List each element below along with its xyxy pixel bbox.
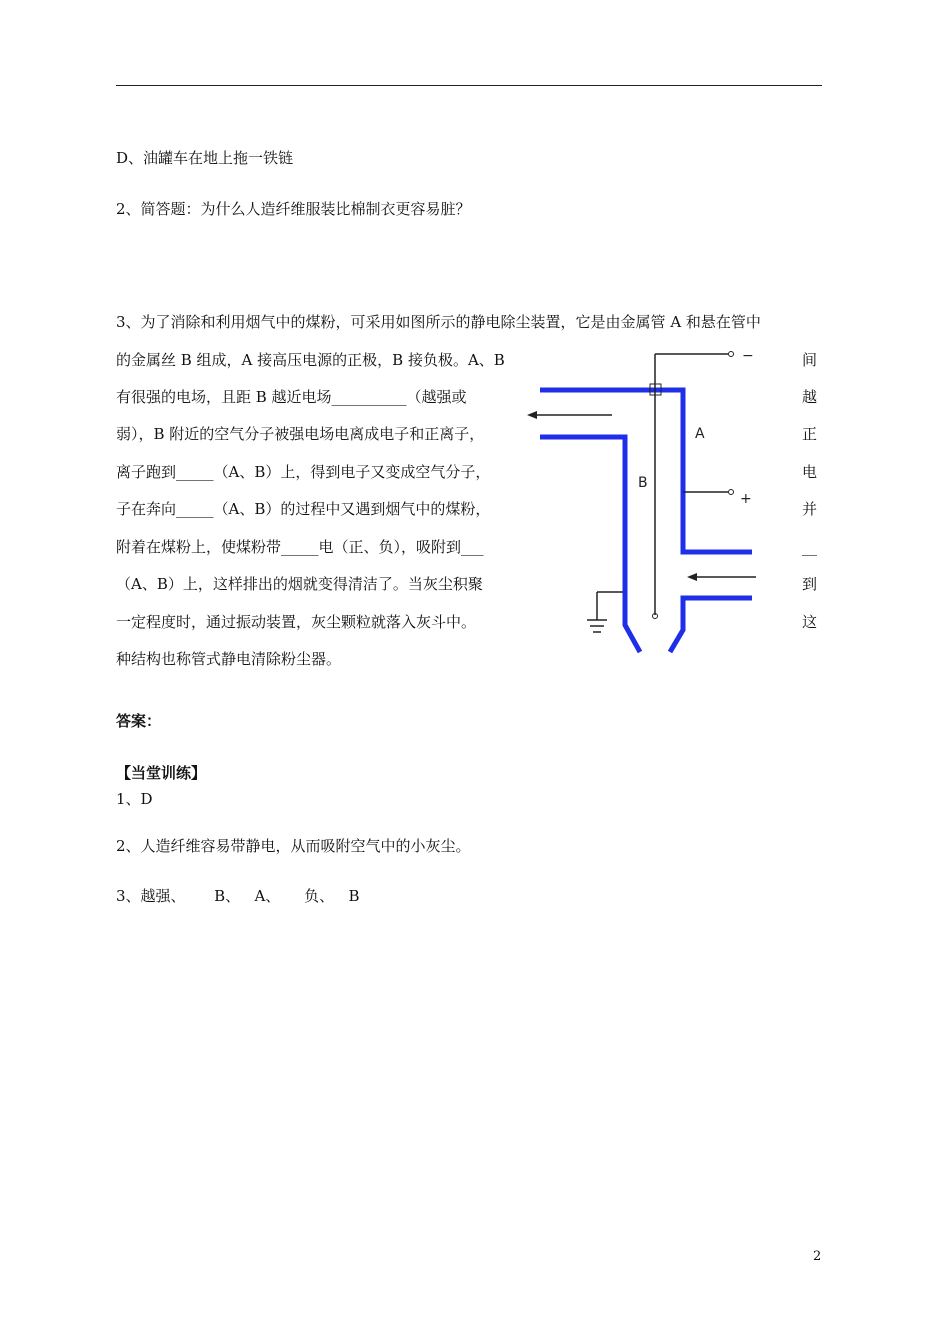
question-3-line-2: 的金属丝 B 组成，A 接高压电源的正极，B 接负极。A、B bbox=[116, 351, 505, 369]
wrap-char: 并 bbox=[802, 500, 818, 518]
page-number: 2 bbox=[813, 1249, 822, 1264]
wrap-char: 这 bbox=[802, 613, 818, 631]
question-3-line-6: 子在奔向_____（A、B）的过程中又遇到烟气中的煤粉， bbox=[116, 500, 491, 518]
answer-1: 1、D bbox=[116, 790, 153, 808]
wrap-char: 间 bbox=[802, 351, 818, 369]
label-minus: − bbox=[742, 348, 754, 364]
question-2: 2、简答题：为什么人造纤维服装比棉制衣更容易脏？ bbox=[116, 200, 471, 218]
label-a: A bbox=[695, 426, 705, 442]
question-3-line-3: 有很强的电场，且距 B 越近电场__________（越强或 bbox=[116, 388, 467, 406]
label-plus: + bbox=[740, 491, 752, 507]
question-3-line-5: 离子跑到_____（A、B）上，得到电子又变成空气分子， bbox=[116, 463, 491, 481]
electrostatic-precipitator-diagram bbox=[515, 340, 775, 660]
negative-terminal bbox=[729, 352, 734, 357]
answer-3: 3、越强、 B、 A、 负、 B bbox=[116, 887, 360, 905]
wrap-char: __ bbox=[802, 538, 817, 556]
label-b: B bbox=[638, 475, 648, 491]
answer-title: 答案： bbox=[116, 712, 162, 730]
option-d: D、油罐车在地上拖一铁链 bbox=[116, 149, 294, 167]
header-rule bbox=[116, 85, 822, 86]
ground-symbol bbox=[587, 592, 623, 632]
question-3-line-1: 3、为了消除和利用烟气中的煤粉，可采用如图所示的静电除尘装置，它是由金属管 A 和悬在管中 bbox=[116, 313, 761, 331]
answer-2: 2、人造纤维容易带静电，从而吸附空气中的小灰尘。 bbox=[116, 837, 471, 855]
positive-terminal bbox=[729, 490, 734, 495]
wrap-char: 电 bbox=[802, 463, 818, 481]
answer-section: 【当堂训练】 bbox=[116, 764, 207, 782]
question-3-line-7: 附着在煤粉上，使煤粉带_____电（正、负），吸附到___ bbox=[116, 538, 484, 556]
wrap-char: 越 bbox=[802, 388, 818, 406]
wrap-char: 到 bbox=[802, 575, 818, 593]
metal-pipe-a bbox=[540, 390, 752, 652]
wrap-char: 正 bbox=[802, 425, 818, 443]
question-3-line-4: 弱），B 附近的空气分子被强电场电离成电子和正离子， bbox=[116, 425, 485, 443]
question-3-line-9: 一定程度时，通过振动装置，灰尘颗粒就落入灰斗中。 bbox=[116, 613, 477, 631]
question-3-line-8: （A、B）上，这样排出的烟就变得清洁了。当灰尘积聚 bbox=[116, 575, 483, 593]
question-3-line-10: 种结构也称管式静电清除粉尘器。 bbox=[116, 650, 342, 668]
